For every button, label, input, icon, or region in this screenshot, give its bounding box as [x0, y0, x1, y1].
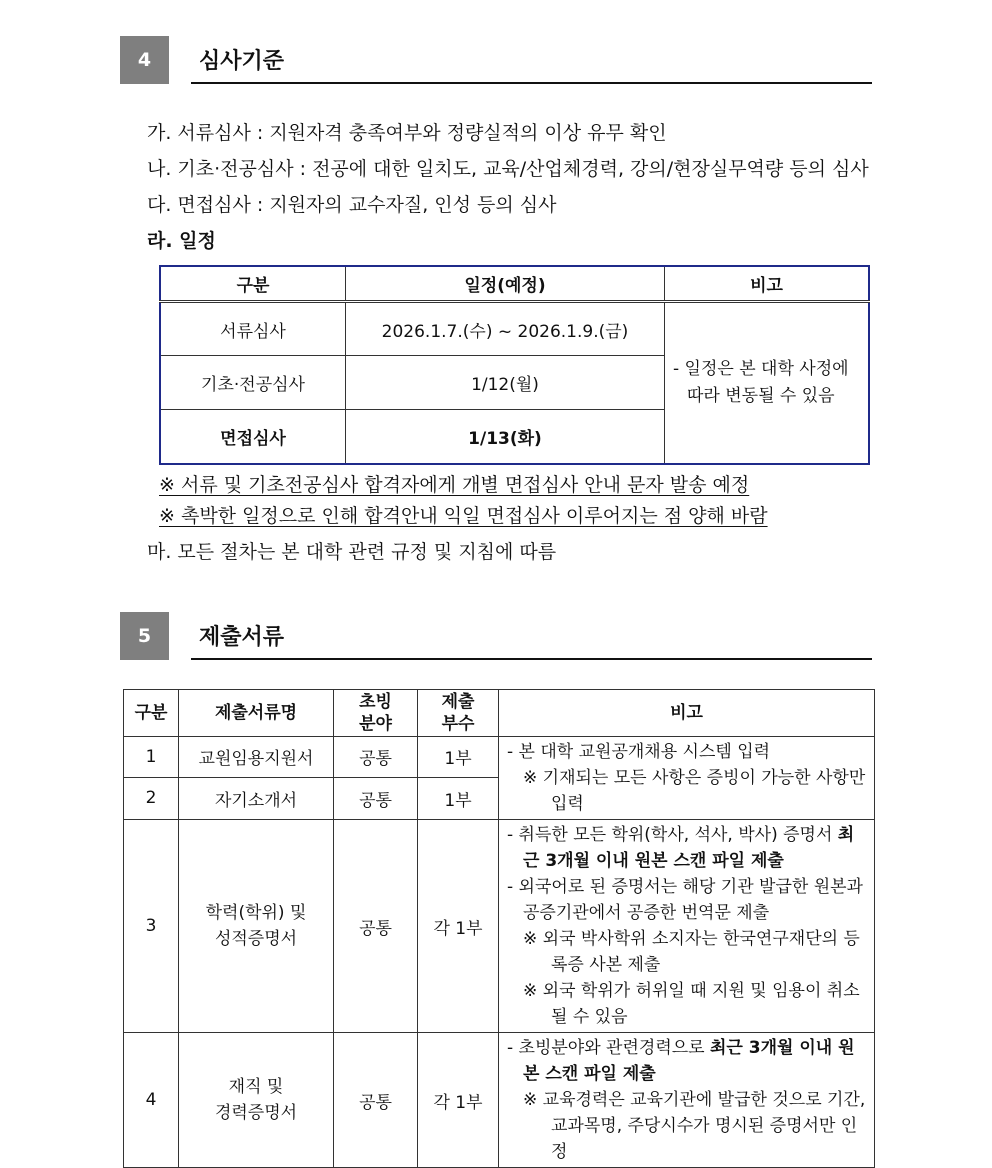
doc-no: 2 [124, 777, 179, 819]
doc-field: 공통 [334, 777, 418, 819]
doc-no: 1 [124, 737, 179, 778]
header-category: 구분 [160, 266, 346, 302]
header-doc-name: 제출서류명 [179, 690, 334, 737]
doc-field: 공통 [334, 1033, 418, 1168]
schedule-remark: - 일정은 본 대학 사정에 따라 변동될 수 있음 [665, 302, 870, 464]
schedule-date: 1/12(월) [346, 356, 665, 410]
doc-copies: 각 1부 [418, 1033, 499, 1168]
header-copies: 제출 부수 [418, 690, 499, 737]
section-4-header [120, 36, 872, 84]
doc-name: 재직 및 경력증명서 [179, 1033, 334, 1168]
doc-no: 3 [124, 820, 179, 1033]
section-title: 심사기준 [191, 36, 872, 84]
doc-name: 자기소개서 [179, 777, 334, 819]
header-no: 구분 [124, 690, 179, 737]
schedule-category: 면접심사 [160, 410, 346, 464]
header-date: 일정(예정) [346, 266, 665, 302]
schedule-heading: 라. 일정 [147, 230, 216, 252]
doc-name: 교원임용지원서 [179, 737, 334, 778]
table-header-row [160, 266, 869, 302]
section-number-badge: 5 [120, 612, 169, 660]
header-field: 초빙 분야 [334, 690, 418, 737]
doc-no: 4 [124, 1033, 179, 1168]
doc-field: 공통 [334, 820, 418, 1033]
table-row [160, 302, 869, 356]
schedule-category: 서류심사 [160, 302, 346, 356]
header-remark: 비고 [665, 266, 870, 302]
doc-copies: 1부 [418, 777, 499, 819]
schedule-table [159, 265, 870, 465]
schedule-date: 1/13(화) [346, 410, 665, 464]
final-procedure-note: 마. 모든 절차는 본 대학 관련 규정 및 지침에 따름 [147, 541, 557, 563]
section-5-header [120, 612, 872, 660]
header-remark: 비고 [499, 690, 875, 737]
doc-copies: 각 1부 [418, 820, 499, 1033]
table-row [124, 1033, 875, 1168]
section-number-badge: 4 [120, 36, 169, 84]
table-row [124, 820, 875, 1033]
schedule-note-1: ※ 서류 및 기초전공심사 합격자에게 개별 면접심사 안내 문자 발송 예정 [159, 474, 750, 496]
doc-remark: - 초빙분야와 관련경력으로 최근 3개월 이내 원본 스캔 파일 제출 ※ 교육경력은 교육기관에 발급한 것으로 기간, 교과목명, 주당시수가 명시된 증명서만 인정 [499, 1033, 875, 1168]
schedule-date: 2026.1.7.(수) ~ 2026.1.9.(금) [346, 302, 665, 356]
schedule-category: 기초·전공심사 [160, 356, 346, 410]
doc-name: 학력(학위) 및 성적증명서 [179, 820, 334, 1033]
criteria-document-review: 가. 서류심사 : 지원자격 충족여부와 정량실적의 이상 유무 확인 [147, 122, 667, 144]
table-row [124, 737, 875, 778]
documents-table [123, 689, 875, 1168]
criteria-interview: 다. 면접심사 : 지원자의 교수자질, 인성 등의 심사 [147, 194, 557, 216]
table-header-row [124, 690, 875, 737]
doc-field: 공통 [334, 737, 418, 778]
section-title: 제출서류 [191, 612, 872, 660]
schedule-note-2: ※ 촉박한 일정으로 인해 합격안내 익일 면접심사 이루어지는 점 양해 바람 [159, 505, 768, 527]
doc-copies: 1부 [418, 737, 499, 778]
doc-remark: - 취득한 모든 학위(학사, 석사, 박사) 증명서 최근 3개월 이내 원본 스캔 파일 제출 - 외국어로 된 증명서는 해당 기관 발급한 원본과 공증기관에서 공증한 번역문 제출 ※ 외국 박사학위 소지자는 한국연구재단의 등록증 사본 제출 ※ 외국 학위가 허위일 때 지원 및 임용이 취소될 수 있음 [499, 820, 875, 1033]
doc-remark: - 본 대학 교원공개채용 시스템 입력 ※ 기재되는 모든 사항은 증빙이 가능한 사항만 입력 [499, 737, 875, 820]
criteria-major-review: 나. 기초·전공심사 : 전공에 대한 일치도, 교육/산업체경력, 강의/현장실무역량 등의 심사 [147, 158, 869, 180]
